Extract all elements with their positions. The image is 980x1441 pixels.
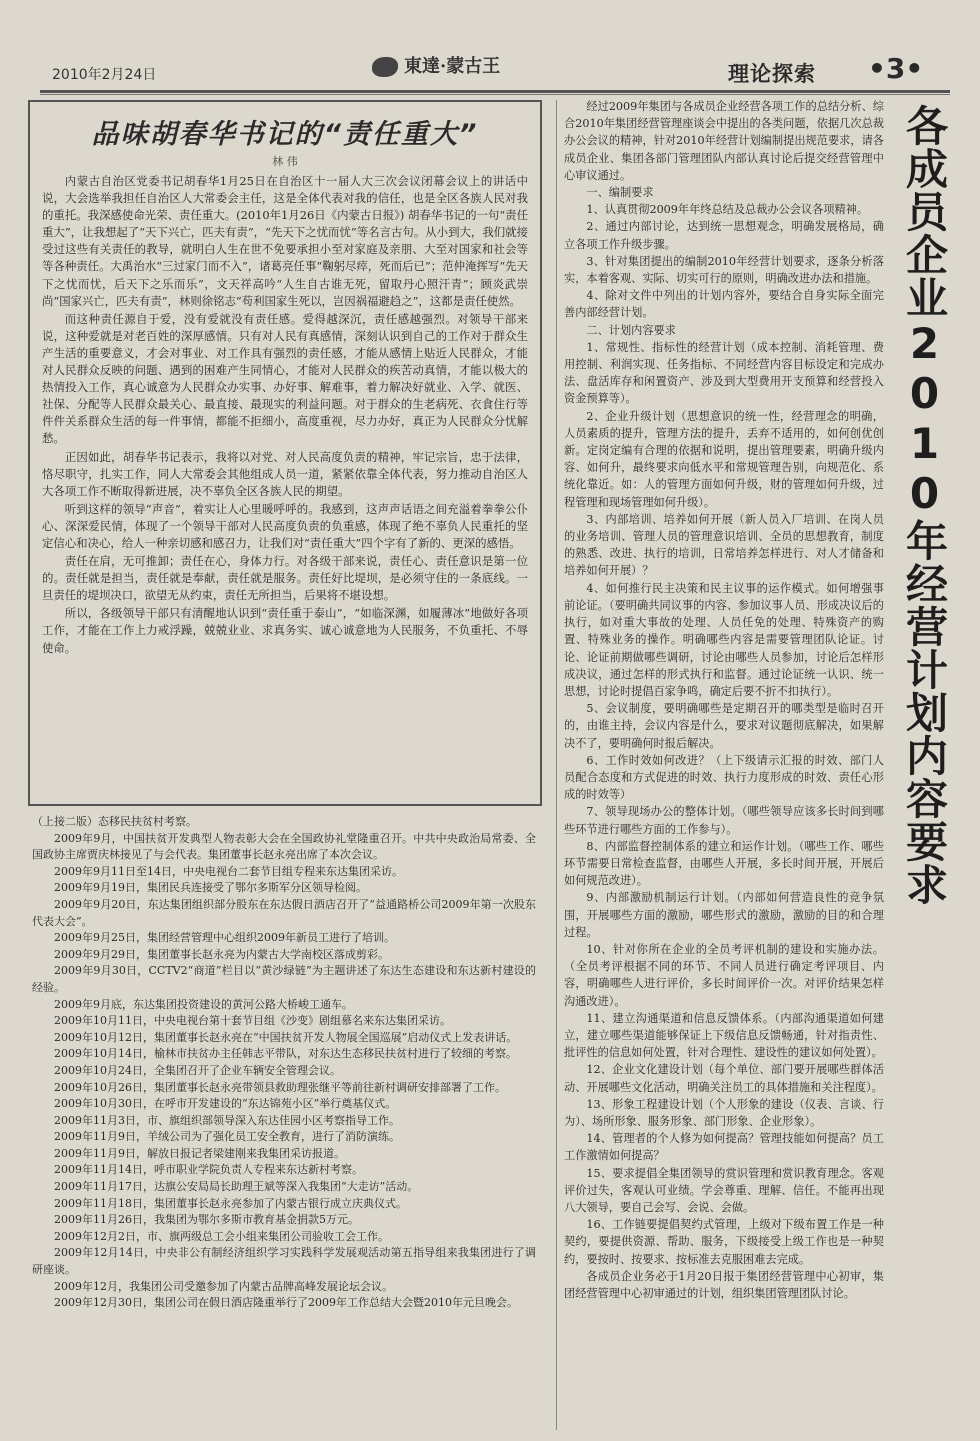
event-item: 2009年10月24日，全集团召开了企业车辆安全管理会议。 [54, 1063, 341, 1077]
events-chronicle [28, 812, 542, 1430]
requirement-item: 7、领导现场办公的整体计划。（哪些领导应该多长时间到哪些环节进行哪些方面的工作参与）。 [564, 805, 884, 836]
event-item: 2009年9月30日，CCTV2“商道”栏目以“黄沙绿链”为主题讲述了东达生态建设和东达新村建设的经验。 [32, 964, 536, 994]
requirement-item: 11、建立沟通渠道和信息反馈体系。（内部沟通渠道如何建立，建立哪些渠道能够保证上下级信息反馈畅通，针对指责性、批评性的信息如何处置，针对合理性、建设性的建议如何处置）。 [564, 1011, 884, 1060]
requirement-item: 5、会议制度，要明确哪些是定期召开的哪类型是临时召开的，由谁主持，会议内容是什么，要求对议题彻底解决，如果解决不了，要明确何时报后解决。 [564, 702, 884, 750]
event-item: 2009年9月，中国扶贫开发典型人物表彰大会在全国政协礼堂隆重召开。中共中央政治局常委、全国政协主席贾庆林接见了与会代表。集团董事长赵永亮出席了本次会议。 [32, 831, 536, 862]
logo-icon [372, 57, 398, 77]
left-column [28, 100, 548, 1430]
article-title: 品味胡春华书记的“责任重大” [91, 119, 479, 150]
requirement-item: 12、企业文化建设计划（每个单位、部门要开展哪些群体活动、开展哪些文化活动，明确关注员工的具体措施和关注程度）。 [564, 1063, 884, 1094]
requirement-item: 一、编制要求 [586, 186, 654, 200]
masthead [0, 0, 980, 92]
event-item: 2009年12月，我集团公司受邀参加了内蒙古品牌高峰发展论坛会议。 [54, 1279, 393, 1293]
article-paragraph: 所以，各级领导干部只有清醒地认识到“责任重于泰山”，“如临深渊，如履薄冰”地做好各项工作，才能在工作上力戒浮躁，兢兢业业、求真务实、诚心诚意地为人民服务，不负重托、不辱使命。 [42, 606, 528, 655]
event-item: 2009年10月12日，集团董事长赵永亮在“中国扶贫开发人物展全国巡展”启动仪式上发表讲话。 [54, 1030, 518, 1044]
column-divider [556, 100, 557, 1430]
article-box [28, 100, 542, 806]
requirement-item: 二、计划内容要求 [586, 323, 676, 337]
event-item: 2009年10月26日，集团董事长赵永亮带领县救助理张继平等前往新村调研安排部署了工作。 [54, 1080, 506, 1094]
requirements-intro: 经过2009年集团与各成员企业经营各项工作的总结分析、综合2010年集团经营管理座谈会中提出的各类问题，依据几次总裁办公会议的精神，针对2010年经营计划编制提出规范要求，请各成员企业、集团各部门管理团队内部认真讨论后提交经营管理中心审议通过。 [564, 100, 884, 182]
requirement-item: 8、内部监督控制体系的建立和运作计划。（哪些工作、哪些环节需要日常检查监督，由哪些人开展，多长时间开展，开展后如何规范改进）。 [564, 839, 884, 888]
article-paragraph: 而这种责任源自于爱，没有爱就没有责任感。爱得越深沉，责任感越强烈。对领导干部来说，这种爱就是对老百姓的深厚感情。只有对人民有真感情，深刻认识到自己的工作对于群众生产生活的重要意义，才会对事业、对工作具有强烈的责任感，才能从感情上贴近人民群众，才能对人民群众反映的问题、遇到的困难产生同情心，才能对人民群众的疾苦动真情，才能以极大的热情投入工作，真心诚意为人民群众办实事、办好事、解难事，着力解决好就业、入学、就医、社保、分配等人民群众最关心、最直接、最现实的利益问题。对于群众的生老病死、衣食住行等件件关系群众生活的每一件事情，都能不拒细小，高度重视，尽力办好，真正为人民群众分忧解愁。 [42, 311, 528, 446]
event-item: 2009年12月30日，集团公司在假日酒店隆重举行了2009年工作总结大会暨2010年元旦晚会。 [54, 1296, 518, 1310]
article-paragraph: 责任在肩，无可推卸；责任在心，身体力行。对各级干部来说，责任心、责任意识是第一位的。责任就是担当，责任就是奉献，责任就是服务。责任好比堤坝，是必须守住的一条底线。一旦责任的堤坝决口，欲望无从约束，责任无所担当，后果将不堪设想。 [42, 554, 528, 603]
requirement-item: 15、要求提倡全集团领导的赏识管理和赏识教育理念。客观评价过失，客观认可业绩。学会尊重、理解、信任。不能再出现八大领导，要自己会写、会说、会做。 [564, 1166, 884, 1214]
requirement-item: 10、针对你所在企业的全员考评机制的建设和实施办法。（全员考评根据不同的环节、不同人员进行确定考评项目、内容，明确哪些人进行评价，多长时间评价一次。对评价结果怎样沟通改进）。 [564, 942, 884, 1008]
newspaper-logo [372, 52, 500, 78]
requirements-column [564, 98, 884, 1433]
event-item: 2009年9月25日，集团经营管理中心组织2009年新员工进行了培训。 [54, 931, 395, 945]
requirement-item: 各成员企业务必于1月20日报于集团经营管理中心初审，集团经营管理中心初审通过的计划，组织集团管理团队讨论。 [564, 1269, 884, 1301]
header-rule [40, 90, 950, 93]
event-item: 2009年11月3日，市、旗组织部领导深入东达佳园小区考察指导工作。 [54, 1113, 400, 1127]
article-body [42, 173, 528, 657]
requirements-headline: 各成员企业2010年经营计划内容要求 [900, 104, 949, 906]
requirement-item: 3、内部培训、培养如何开展（新人员入厂培训、在岗人员的业务培训、管理人员的管理意识培训、全员的思想教育，制度的熟悉、改进、执行的培训，日常培养怎样进行、对人才储备和培养如何开展）？ [564, 512, 884, 578]
requirement-item: 16、工作链要提倡契约式管理，上级对下级布置工作是一种契约，要提供资源、帮助、服务，下级接受上级工作也是一种契约，要按时、按要求、按标准去克服困难去完成。 [564, 1218, 884, 1266]
requirement-item: 6、工作时效如何改进？（上下级请示汇报的时效、部门人员配合态度和方式促进的时效、执行力度形成的时效、责任心形成的时效等） [564, 753, 884, 802]
header-rule-thin [40, 94, 950, 95]
requirement-item: 4、如何推行民主决策和民主议事的运作模式。如何增强事前论证。（要明确共同议事的内容、参加议事人员、形成决议后的执行，如对重大事故的处理、人员任免的处理、特殊资产的购置、特殊业务的操作。明确哪些内容是需要管理团队论证。讨论、论证前期做哪些调研，讨论由哪些人员参加，讨论后怎样形成决议，通过怎样的形式执行和监督。通过论证统一认识、统一思想，讨论时提倡百家争鸣，确定后要不折不扣执行）。 [564, 581, 884, 698]
event-item: 2009年12月2日，市、旗两级总工会小组来集团公司验收工会工作。 [54, 1229, 389, 1243]
requirements-list [564, 184, 884, 1302]
event-item: 2009年11月26日，我集团为鄂尔多斯市教育基金捐款5万元。 [54, 1213, 359, 1227]
issue-date: 2010年2月24日 [52, 67, 157, 83]
requirement-item: 2、企业升级计划（思想意识的统一性，经营理念的明确，人员素质的提升，管理方法的提升，丢弃不适用的，如何创优创新。定岗定编有合理的依据和说明，提出管理要素，明确升级内容、如何升，最终要求向低水平和常规管理告别，向规范化、系统化靠近。如：人的管理方面如何升级，财的管理如何升级，过程管理和现场管理如何升级）。 [564, 409, 884, 509]
event-item: 2009年11月18日，集团董事长赵永亮参加了内蒙古银行成立庆典仪式。 [54, 1196, 407, 1210]
event-item: 2009年9月底，东达集团投资建设的黄河公路大桥峻工通车。 [54, 997, 353, 1011]
event-item: 2009年10月11日，中央电视台第十套节目组《沙变》剧组慕名来东达集团采访。 [54, 1014, 451, 1028]
requirement-item: 3、针对集团提出的编制2010年经营计划要求，逐条分析落实，本着客观、实际、切实可行的原则，明确改进办法和措施。 [564, 254, 884, 286]
event-item: 2009年9月19日，集团民兵连接受了鄂尔多斯军分区领导检阅。 [54, 881, 367, 895]
requirement-item: 14、管理者的个人修为如何提高？管理技能如何提高？员工工作激情如何提高？ [564, 1132, 884, 1163]
page-number: •3• [868, 52, 924, 85]
event-item: 2009年10月14日，榆林市扶贫办主任韩志平带队，对东达生态移民扶贫村进行了较细的考察。 [54, 1047, 517, 1061]
events-lead: （上接二版）态移民扶贫村考察。 [32, 815, 197, 828]
article-paragraph: 正因如此，胡春华书记表示，我将以对党、对人民高度负责的精神，牢记宗旨，忠于法律，恪尽职守，扎实工作，同人大常委会其他组成人员一道，紧紧依靠全体代表，努力推动自治区人大各项工作不断取得新进展，决不辜负全区各族人民的期望。 [42, 449, 528, 498]
event-item: 2009年11月9日，羊绒公司为了强化员工安全教育，进行了消防演练。 [54, 1130, 400, 1144]
requirement-item: 2、通过内部讨论，达到统一思想观念，明确发展格局，确立各项工作升级步骤。 [564, 220, 884, 251]
section-title: 理论探索 [728, 62, 816, 86]
event-item: 2009年9月29日，集团董事长赵永亮为内蒙古大学南校区落成剪彩。 [54, 947, 389, 961]
requirement-item: 1、常规性、指标性的经营计划（成本控制、消耗管理、费用控制、利润实现、任务指标、不同经营内容目标设定和完成办法、盘活库存和闲置资产、涉及到大型费用开支预算和经营投入资金预算等）。 [564, 340, 884, 406]
requirement-item: 1、认真贯彻2009年年终总结及总裁办公会议各项精神。 [586, 203, 869, 217]
event-item: 2009年12月14日，中央非公有制经济组织学习实践科学发展观活动第五指导组来我集团进行了调研座谈。 [32, 1246, 536, 1277]
article-paragraph: 内蒙古自治区党委书记胡春华1月25日在自治区十一届人大三次会议闭幕会议上的讲话中说，大会选举我担任自治区人大常委会主任，这是全体代表对我的信任，也是全区各族人民对我的重托。我深感使命光荣、责任重大。(2010年1月26日《内蒙古日报》) 胡春华书记的一句“责任重大”，让我想起了“天下兴亡，匹夫有责”，“先天下之忧而忧”等名言古句。从小到大，我们就接受过这些有关责任的教导，就明白人生在世不免要承担小至对家庭及亲朋、大至对国家和社会等等各种责任。大禹治水“三过家门而不入”，诸葛亮任事“鞠躬尽瘁，死而后已”；范仲淹挥写“先天下之忧而忧，后天下之乐而乐”，文天祥高吟“人生自古谁无死，留取丹心照汗青”；顾炎武崇尚“国家兴亡，匹夫有责”，林则徐铭志“苟利国家生死以，岂因祸福避趋之”，这都是责任使然。 [42, 174, 528, 308]
event-item: 2009年9月11日至14日，中央电视台二套节目组专程来东达集团采访。 [54, 864, 403, 878]
requirement-item: 13、形象工程建设计划（个人形象的建设（仪表、言谈、行为）、场所形象、服务形象、部门形象、企业形象）。 [564, 1097, 884, 1128]
events-list [32, 831, 536, 1312]
event-item: 2009年10月30日，在呼市开发建设的“东达锦苑小区”举行奠基仪式。 [54, 1097, 397, 1111]
requirement-item: 9、内部激励机制运行计划。（内部如何营造良性的竞争氛围，开展哪些方面的激励，哪些形式的激励，激励的目的和合理过程。 [564, 891, 884, 939]
logo-text: 東達·蒙古王 [404, 56, 501, 77]
event-item: 2009年11月17日，达旗公安局局长助理王斌等深入我集团“大走访”活动。 [54, 1180, 419, 1194]
article-paragraph: 听到这样的领导“声音”，着实让人心里暖呼呼的。我感到，这声声话语之间充溢着拳拳公仆心、深深爱民情，体现了一个领导干部对人民高度负责的负重感，体现了绝不辜负人民重托的坚定信心和决心，给人一种亲切感和感召力，让我们对“责任重大”四个字有了新的、更深的感悟。 [42, 501, 528, 550]
requirement-item: 4、除对文件中列出的计划内容外，要结合自身实际全面完善内部经营计划。 [564, 289, 884, 320]
event-item: 2009年11月14日，呼市职业学院负责人专程来东达新村考察。 [54, 1163, 363, 1177]
article-author: 林 伟 [272, 155, 298, 168]
event-item: 2009年9月20日，东达集团组织部分股东在东达假日酒店召开了“益通路桥公司2009年第一次股东代表大会”。 [32, 897, 536, 928]
event-item: 2009年11月9日，解放日报记者梁建刚来我集团采访报道。 [54, 1146, 345, 1160]
